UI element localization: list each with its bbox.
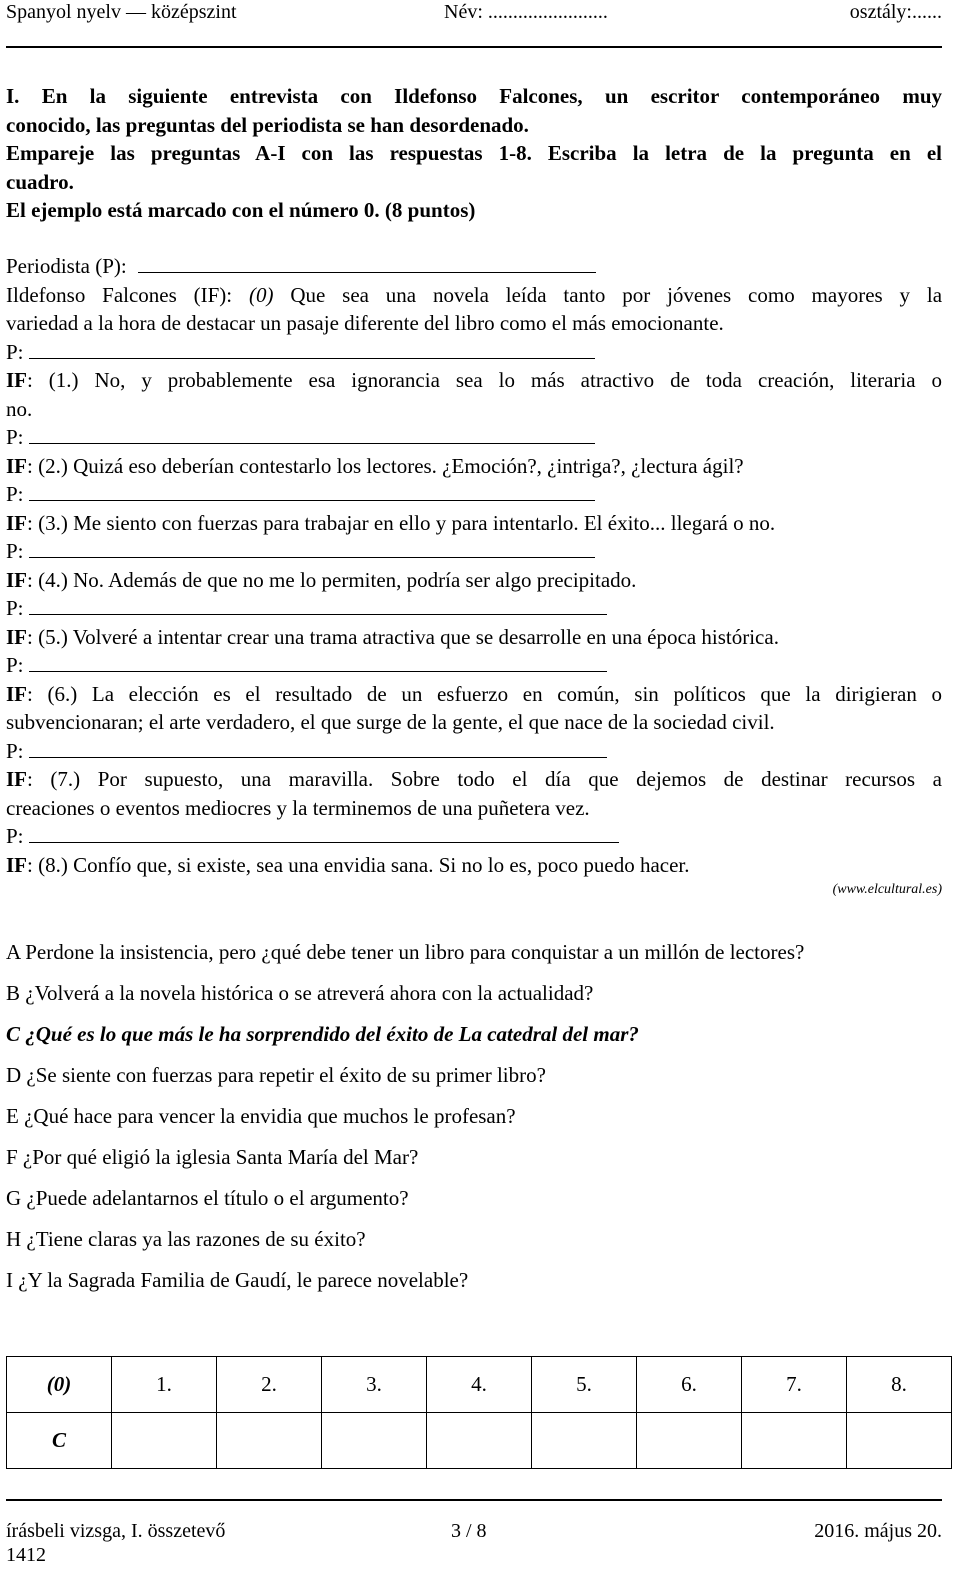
p-label: P:: [6, 596, 24, 620]
answer-6: [6, 680, 942, 709]
question-slot-7: [6, 737, 942, 766]
if-label: IF: [6, 368, 27, 392]
answer-text: : (2.) Quizá eso deberían contestarlo los lectores. ¿Emoción?, ¿intriga?, ¿lectura ágil?: [27, 453, 744, 478]
answer-blank[interactable]: [29, 653, 607, 672]
answer-table-answer-row: [7, 1413, 952, 1469]
table-header-cell: (0): [7, 1357, 112, 1413]
answer-text: : (4.) No. Además de que no me lo permiten, podría ser algo precipitado.: [27, 567, 637, 592]
exam-code: 1412: [6, 1544, 46, 1566]
p-label: P:: [6, 482, 24, 506]
question-slot-6: [6, 651, 942, 680]
answer-cell[interactable]: [112, 1413, 217, 1469]
answer-cell[interactable]: [217, 1413, 322, 1469]
if-label: IF: [6, 681, 27, 706]
answer-2: [6, 452, 942, 481]
question-slot-0: [6, 252, 942, 281]
table-header-cell: 4.: [427, 1357, 532, 1413]
table-header-cell: 1.: [112, 1357, 217, 1413]
table-header-cell: 5.: [532, 1357, 637, 1413]
instruction-line: El ejemplo está marcado con el número 0. (8 puntos): [6, 198, 476, 222]
answer-text: : (6.) La elección es el resultado de un esfuerzo en común, sin políticos que la dirigieran o: [27, 681, 942, 706]
answer-0: [6, 281, 942, 310]
if-label: IF: [6, 510, 27, 535]
if-label: IF: [6, 767, 27, 791]
if-label: IF: [6, 624, 27, 649]
answer-blank[interactable]: [29, 824, 619, 843]
answer-text: : (7.) Por supuesto, una maravilla. Sobre todo el día que dejemos de destinar recursos a: [27, 767, 942, 791]
answer-blank[interactable]: [138, 254, 596, 273]
p-label: P:: [6, 653, 24, 677]
answer-1: [6, 366, 942, 395]
answer-blank[interactable]: [29, 739, 607, 758]
table-header-cell: 2.: [217, 1357, 322, 1413]
answer-blank[interactable]: [29, 539, 595, 558]
answer-7: [6, 765, 942, 794]
if-label: IF: [6, 567, 27, 592]
answer-cell[interactable]: [322, 1413, 427, 1469]
table-header-cell: 3.: [322, 1357, 427, 1413]
question-h: H ¿Tiene claras ya las razones de su éxito?: [6, 1227, 366, 1251]
answer-text: creaciones o eventos mediocres y la terminemos de una puñetera vez.: [6, 795, 590, 820]
question-f: F ¿Por qué eligió la iglesia Santa María del Mar?: [6, 1145, 419, 1169]
if-label: IF: [6, 453, 27, 478]
page-header: [6, 0, 942, 30]
answer-4: [6, 566, 942, 595]
answer-cell[interactable]: [637, 1413, 742, 1469]
answer-text: : (3.) Me siento con fuerzas para trabajar en ello y para intentarlo. El éxito... llegará o no.: [27, 510, 776, 535]
footer-exam-type: írásbeli vizsga, I. összetevő: [6, 1520, 226, 1542]
answer-5: [6, 623, 942, 652]
answer-cell[interactable]: [427, 1413, 532, 1469]
question-i: I ¿Y la Sagrada Familia de Gaudí, le parece novelable?: [6, 1268, 469, 1292]
p-label: P:: [6, 738, 24, 763]
example-number: (0): [248, 282, 274, 307]
task-instructions: [6, 82, 942, 225]
p-label: P:: [6, 539, 24, 563]
example-answer-cell: C: [7, 1413, 112, 1469]
question-d: D ¿Se siente con fuerzas para repetir el éxito de su primer libro?: [6, 1063, 546, 1087]
header-class-field: osztály:......: [849, 1, 942, 23]
question-slot-5: [6, 594, 942, 623]
answer-text: : (1.) No, y probablemente esa ignorancia sea lo más atractivo de toda creación, literaria o: [27, 368, 942, 392]
instruction-line: Empareje las preguntas A-I con las respuestas 1-8. Escriba la letra de la pregunta en el: [6, 141, 942, 165]
question-c-example: C ¿Qué es lo que más le ha sorprendido del éxito de La catedral del mar?: [6, 1022, 639, 1046]
question-slot-8: [6, 822, 942, 851]
answer-8: [6, 851, 942, 880]
answer-text: : (8.) Confío que, si existe, sea una envidia sana. Si no lo es, poco puedo hacer.: [27, 852, 690, 877]
answer-3: [6, 509, 942, 538]
header-subject: Spanyol nyelv — középszint: [6, 1, 237, 23]
answer-table: [6, 1356, 952, 1469]
p-label: P:: [6, 425, 24, 449]
question-e: E ¿Qué hace para vencer la envidia que muchos le profesan?: [6, 1104, 516, 1128]
instruction-line: cuadro.: [6, 169, 74, 194]
answer-blank[interactable]: [29, 340, 595, 359]
answer-text: subvencionaran; el arte verdadero, el que surge de la gente, el que nace de la sociedad civil.: [6, 710, 775, 734]
table-header-cell: 6.: [637, 1357, 742, 1413]
page-number: 3 / 8: [451, 1520, 487, 1542]
answer-cell[interactable]: [847, 1413, 952, 1469]
instruction-line: I. En la siguiente entrevista con Ildefonso Falcones, un escritor contemporáneo muy: [6, 84, 942, 108]
question-b: B ¿Volverá a la novela histórica o se atreverá ahora con la actualidad?: [6, 981, 594, 1005]
answer-blank[interactable]: [29, 596, 607, 615]
question-slot-3: [6, 480, 942, 509]
if-label: IF: [6, 852, 27, 877]
table-header-cell: 7.: [742, 1357, 847, 1413]
question-slot-2: [6, 423, 942, 452]
answer-text: : (5.) Volveré a intentar crear una trama atractiva que se desarrolle en una época histórica.: [27, 624, 779, 649]
answer-cell[interactable]: [532, 1413, 637, 1469]
question-list: [6, 938, 942, 1307]
answer-text: no.: [6, 396, 33, 421]
header-divider: [6, 46, 942, 48]
footer-divider: [6, 1499, 942, 1501]
answer-blank[interactable]: [29, 425, 595, 444]
question-a: A Perdone la insistencia, pero ¿qué debe tener un libro para conquistar a un millón de lectores?: [6, 940, 805, 964]
p-label: P:: [6, 339, 24, 364]
instruction-line: conocido, las preguntas del periodista se han desordenado.: [6, 112, 529, 137]
header-name-field: Név: ........................: [444, 1, 608, 23]
answer-text: variedad a la hora de destacar un pasaje diferente del libro como el más emocionante.: [6, 311, 724, 335]
periodista-label: Periodista (P):: [6, 254, 127, 278]
answer-cell[interactable]: [742, 1413, 847, 1469]
question-slot-1: [6, 338, 942, 367]
question-g: G ¿Puede adelantarnos el título o el argumento?: [6, 1186, 409, 1210]
table-header-cell: 8.: [847, 1357, 952, 1413]
p-label: P:: [6, 824, 24, 848]
question-slot-4: [6, 537, 942, 566]
interview-text: [6, 252, 942, 899]
exam-date: 2016. május 20.: [814, 1520, 942, 1542]
answer-table-header-row: [7, 1357, 952, 1413]
if-full-label: Ildefonso Falcones (IF):: [6, 282, 233, 307]
answer-blank[interactable]: [29, 482, 595, 501]
source-citation: (www.elcultural.es): [832, 882, 942, 897]
answer-text: Que sea una novela leída tanto por jóvenes como mayores y la: [290, 282, 943, 307]
